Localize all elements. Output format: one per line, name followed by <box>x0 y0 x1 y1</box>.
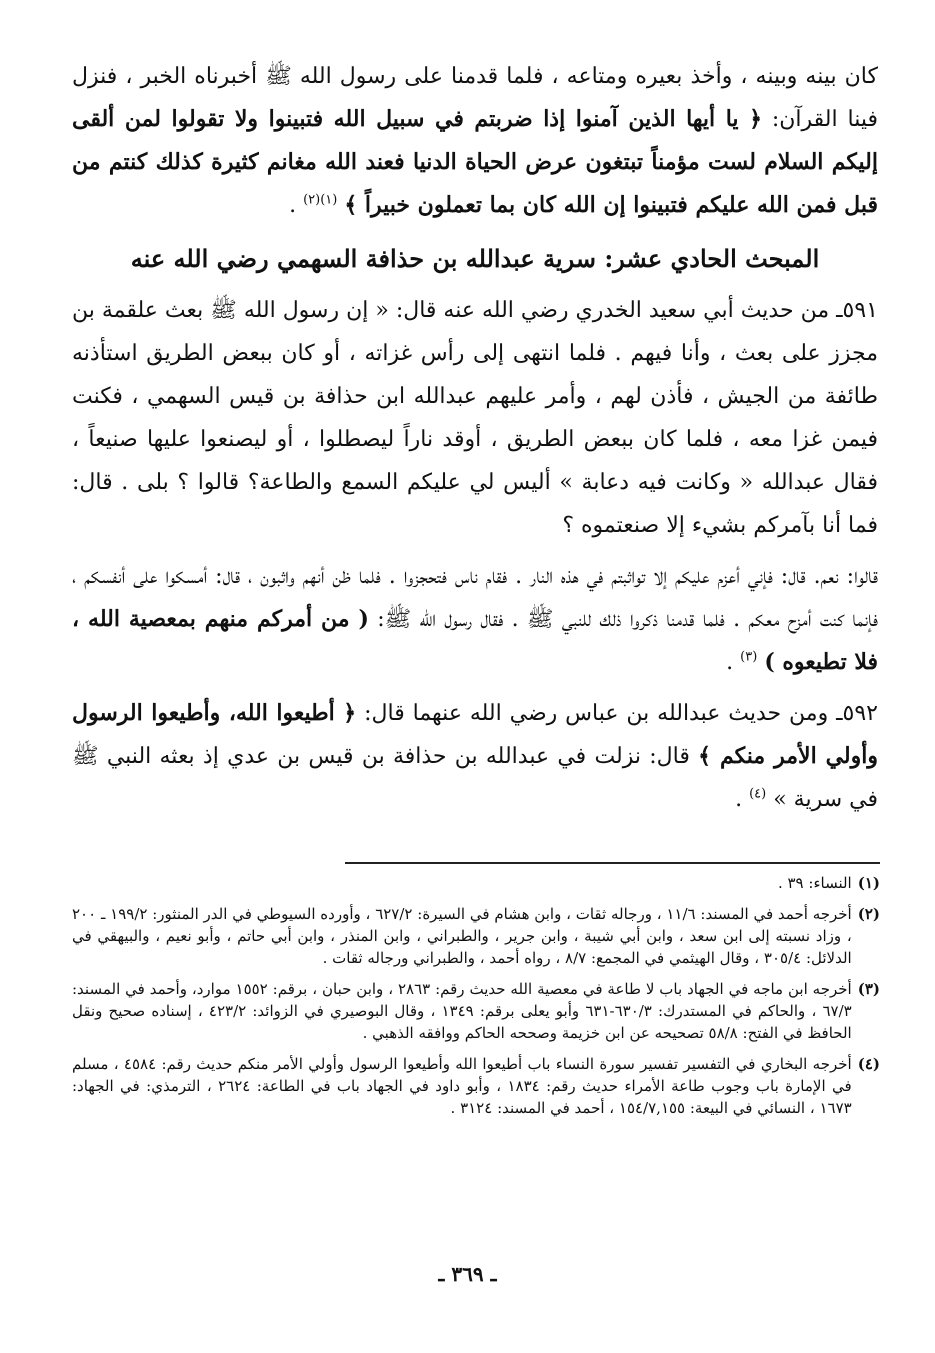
footnote-3 <box>72 978 880 1044</box>
intro-text: كان بينه وبينه ، وأخذ بعيره ومتاعه ، فلما قدمنا على رسول الله ﷺ أخبرناه الخبر ، فنزل فينا القرآن: <box>72 64 878 132</box>
quran-verse-nisa-94: ﴿ يا أيها الذين آمنوا إذا ضربتم في سبيل الله فتبينوا ولا تقولوا لمن ألقى إليكم السلام لست مؤمناً تبتغون عرض الحياة الدنيا فعند الله مغانم كثيرة كذلك كنتم من قبل فمن الله عليكم فتبينوا إن الله كان بما تعملون خبيراً ﴾ <box>72 106 878 218</box>
footnote-ref-4: (٤) <box>749 786 767 802</box>
intro-end: . <box>289 193 304 218</box>
section-heading: المبحث الحادي عشر: سرية عبدالله بن حذافة السهمي رضي الله عنه <box>130 244 820 273</box>
footnote-2 <box>72 903 880 969</box>
hadith-591-end: . <box>726 650 741 675</box>
footnote-number: (١) <box>857 874 880 892</box>
footnote-4 <box>72 1053 880 1119</box>
quran-verse-nisa-59: ﴿ أطيعوا الله، وأطيعوا الرسول وأولي الأمر منكم ﴾ <box>72 700 878 769</box>
footnote-text: أخرجه البخاري في التفسير تفسير سورة النساء باب أطيعوا الله وأطيعوا الرسول وأولي الأمر منكم حديث رقم: ٤٥٨٤ ، مسلم في الإمارة باب وجوب طاعة الأمراء حديث رقم: ١٨٣٤ ، وأبو داود في الجهاد باب في الطاعة: ٢٦٢٤ ، الترمذي: في الجهاد: ١٦٧٣ ، النسائي في البيعة: ١٥٤/٧,١٥٥ ، أحمد في المسند: ٣١٢٤ . <box>72 1055 852 1117</box>
footnote-number: (٤) <box>857 1055 880 1073</box>
footnote-1 <box>72 872 880 894</box>
footnote-text: أخرجه أحمد في المسند: ١١/٦ ، ورجاله ثقات ، وابن هشام في السيرة: ٦٢٧/٢ ، وأورده السيوطي في الدر المنثور: ١٩٩/٢ ـ ٢٠٠ ، وزاد نسبته إلى ابن سعد ، وابن أبي شيبة ، وابن جرير ، والطبراني ، وابن المنذر ، وابن أبي حاتم ، وأبو نعيم ، والبيهقي في الدلائل: ٣٠٥/٤ ، وقال الهيثمي في المجمع: ٨/٧ ، رواه أحمد ، والطبراني ورجاله ثقات . <box>72 905 852 967</box>
footnote-number: (٣) <box>857 980 880 998</box>
hadith-591-text: ٥٩١ـ من حديث أبي سعيد الخدري رضي الله عنه قال: « إن رسول الله ﷺ بعث علقمة بن مجزز على بعث ، وأنا فيهم . فلما انتهى إلى رأس غزاته ، أو كان ببعض الطريق استأذنه طائفة من الجيش ، فأذن لهم ، وأمر عليهم عبدالله ابن حذافة بن قيس السهمي ، فكنت فيمن غزا معه ، فلما كان ببعض الطريق ، أوقد ناراً ليصطلوا ، أو ليصنعوا عليها صنيعاً ، فقال عبدالله « وكانت فيه دعابة » أليس لي عليكم السمع والطاعة؟ قالوا ؟ بلى . قال: فما أنا بآمركم بشيء إلا صنعتموه ؟ <box>72 298 878 538</box>
hadith-591 <box>72 289 878 547</box>
hadith-592-end: . <box>735 787 750 812</box>
hadith-592-text-2: قال: نزلت في عبدالله بن حذافة بن قيس بن عدي إذ بعثه النبي ﷺ في سرية » <box>72 744 878 812</box>
hadith-592-text-1: ٥٩٢ـ ومن حديث عبدالله بن عباس رضي الله عنهما قال: <box>356 701 878 726</box>
footnotes <box>72 872 880 1128</box>
page-number: ـ ٣٦٩ ـ <box>438 1262 497 1286</box>
hadith-591-cont-text: قالوا: نعم. قال: فإني أعزم عليكم إلا تواثبتم في هذه النار . فقام ناس فتحجزوا . فلما ظن أنهم واثبون ، قال: أمسكوا على أنفسكم ، فإنما كنت أمزح معكم . فلما قدمنا ذكروا ذلك للنبي ﷺ . فقال رسول الله ﷺ: <box>72 564 878 632</box>
footnote-divider <box>345 862 880 864</box>
footnote-ref-3: (٣) <box>740 649 758 665</box>
footnote-number: (٢) <box>857 905 880 923</box>
page-body <box>72 55 878 821</box>
hadith-591-continuation <box>72 555 878 684</box>
hadith-592 <box>72 692 878 821</box>
intro-paragraph <box>72 55 878 227</box>
footnote-text: أخرجه ابن ماجه في الجهاد باب لا طاعة في معصية الله حديث رقم: ٢٨٦٣ ، وابن حبان ، برقم: ١٥٥٢ موارد، وأحمد في المسند: ٦٧/٣ ، والحاكم في المستدرك: ٦٣٠/٣-٦٣١ وأبو يعلى برقم: ١٣٤٩ ، وقال البوصيري في الزوائد: ٤٢٣/٢ ، إسناده صحيح ونقل الحافظ في الفتح: ٥٨/٨ تصحيحه عن ابن خزيمة وصححه الحاكم ووافقه الذهبي . <box>72 980 852 1042</box>
hadith-591-prophetic-saying: ( من أمركم منهم بمعصية الله ، فلا تطيعوه ) <box>72 606 878 675</box>
footnote-text: النساء: ٣٩ . <box>777 874 852 892</box>
footnote-ref-1-2: (١)(٢) <box>303 192 338 208</box>
